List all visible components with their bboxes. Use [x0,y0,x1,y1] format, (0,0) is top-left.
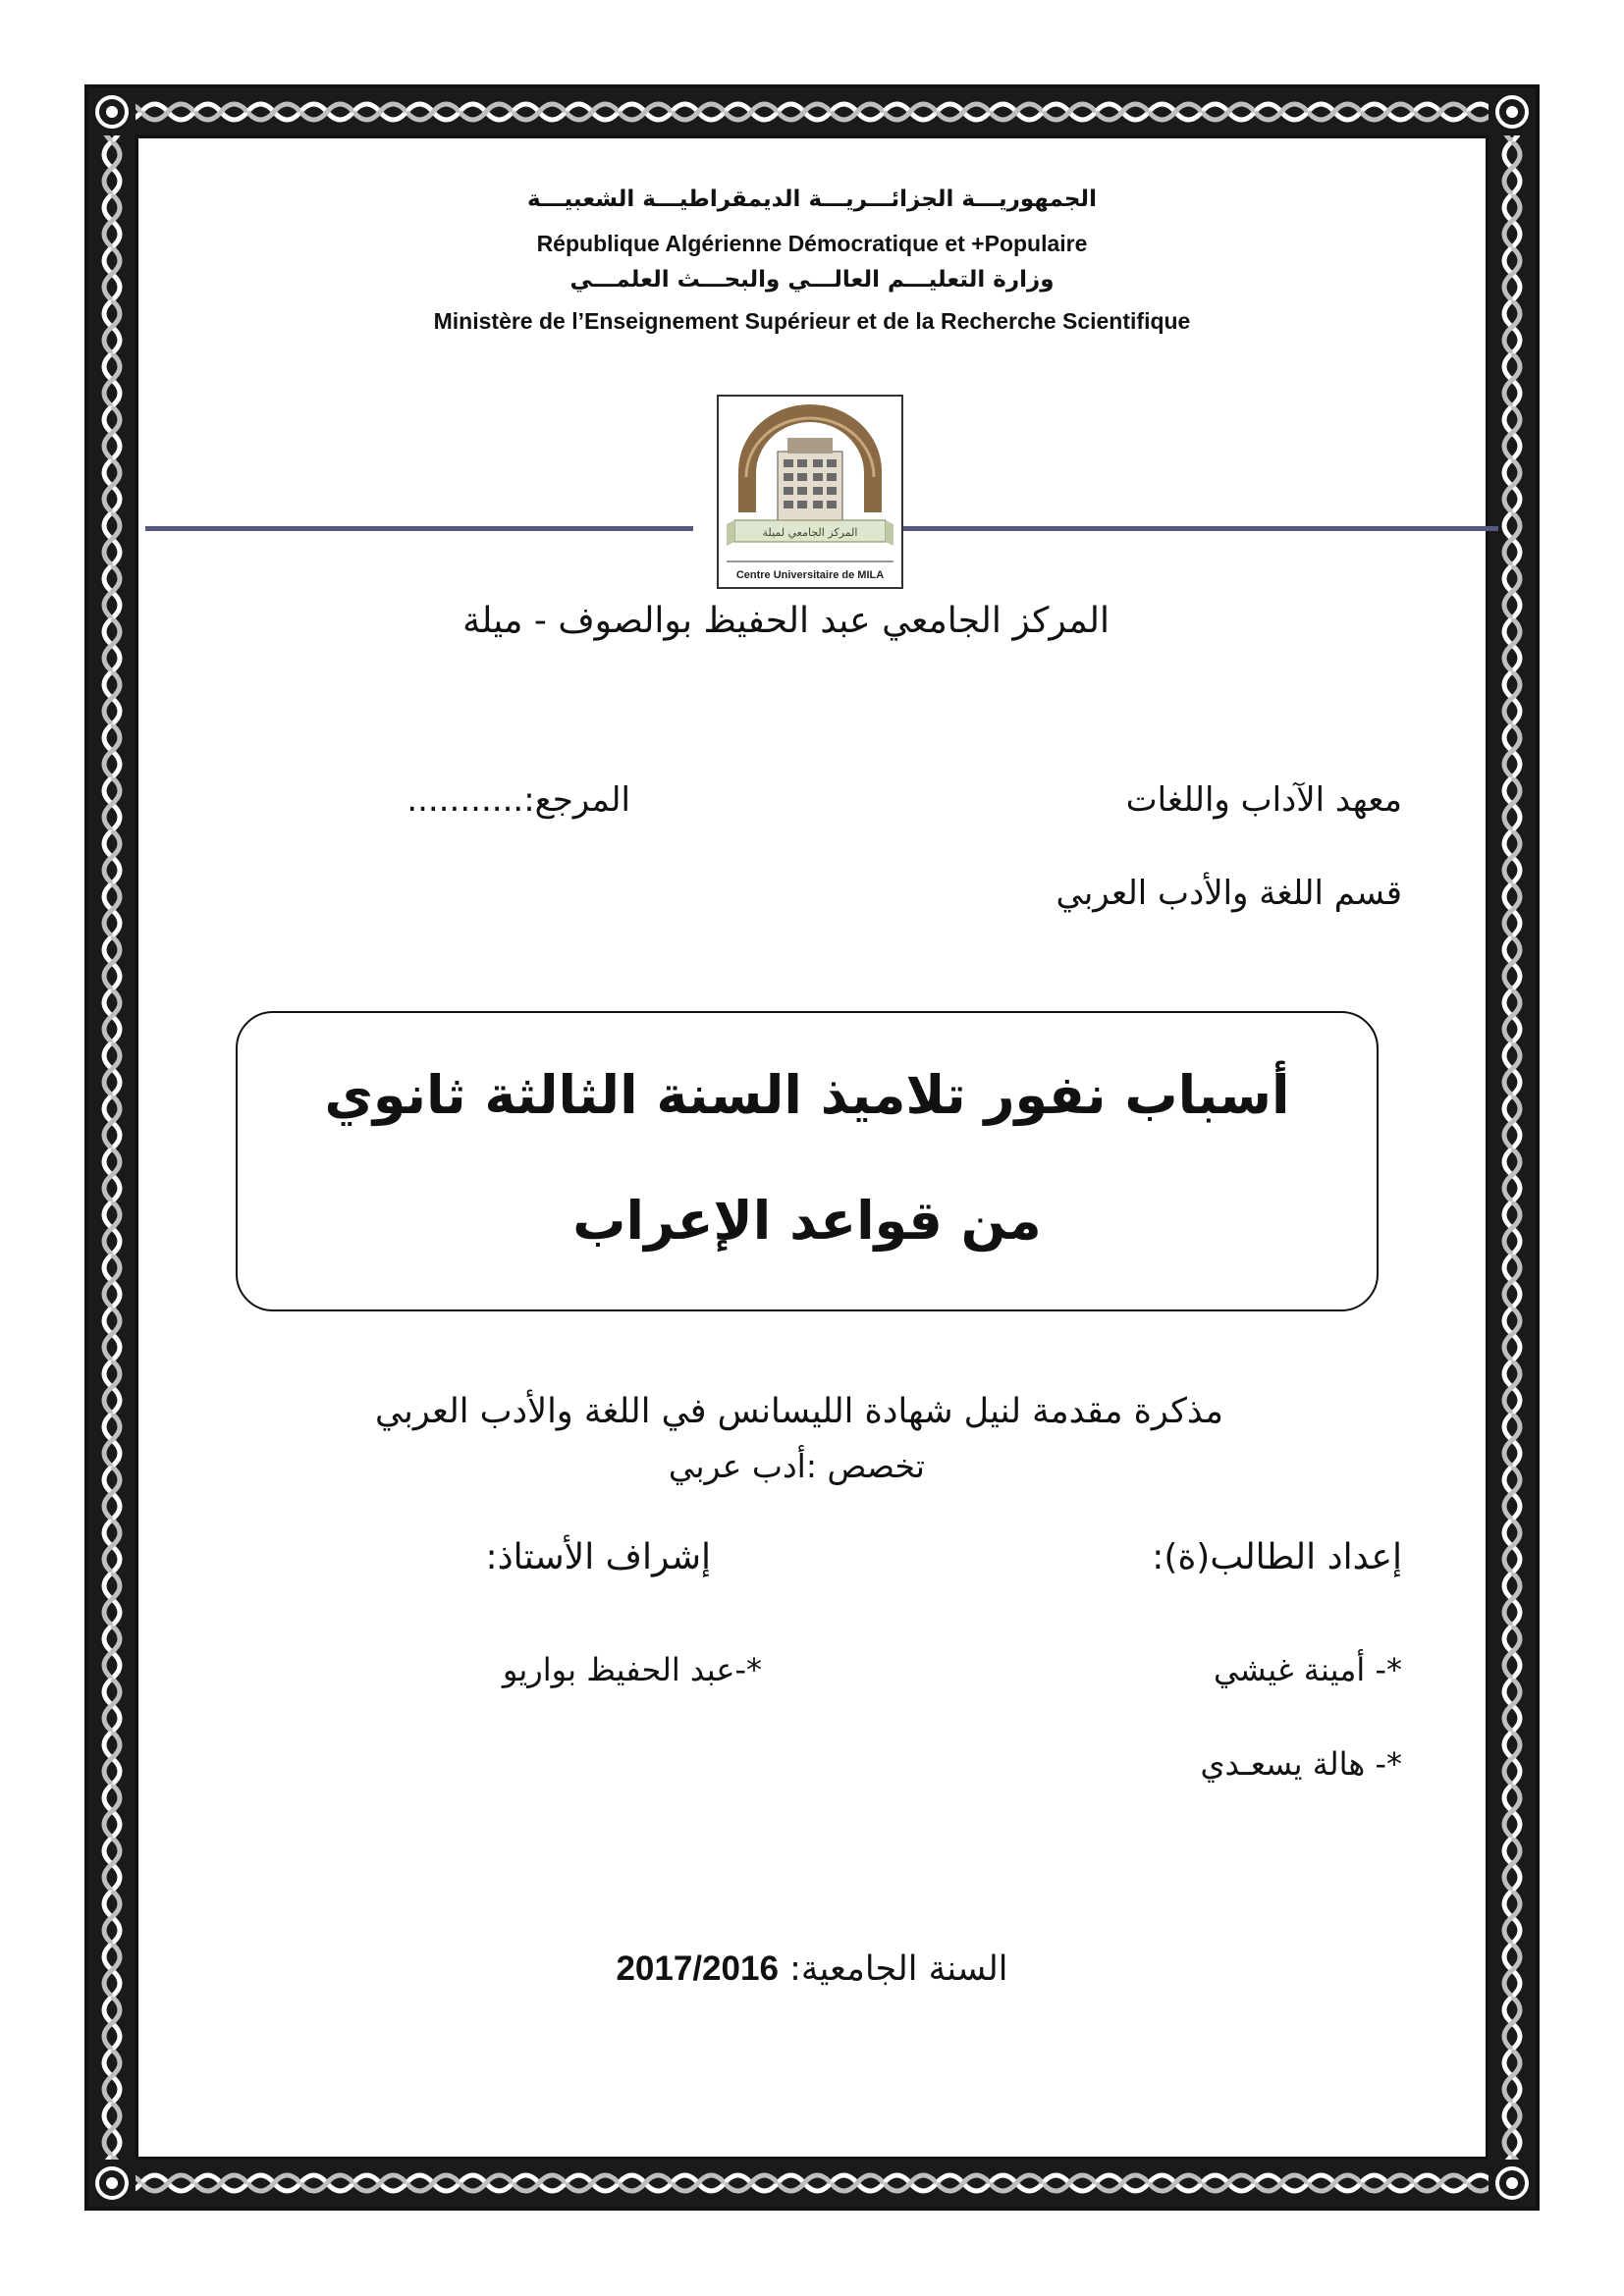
department-name: قسم اللغة والأدب العربي [1056,874,1402,913]
academic-year-label: السنة الجامعية: [789,1949,1008,1989]
specialty: تخصص :أدب عربي [668,1447,925,1485]
border-corner-top-left [88,88,135,135]
thesis-title-box [236,1011,1379,1311]
university-name: المركز الجامعي عبد الحفيظ بوالصوف - ميلة [462,601,1110,641]
header-rule-right [901,526,1498,531]
header-ministry-ar: وزارة التعليـــم العالـــي والبحـــث العلمـــي [569,267,1055,293]
university-logo [717,395,903,589]
institute-name: معهد الآداب واللغات [1125,780,1402,820]
reference-label: المرجع:........... [406,780,630,820]
header-country-ar: الجمهوريـــة الجزائـــريـــة الديمقراطيـــة الشعبيـــة [527,187,1097,212]
header-ministry-fr: Ministère de l’Enseignement Supérieur et de la Recherche Scientifique [433,308,1191,334]
border-band-left [88,88,135,2207]
academic-year [0,1949,1624,1989]
logo-caption: Centre Universitaire de MILA [735,569,885,581]
memo-description: مذكرة مقدمة لنيل شهادة الليسانس في اللغة والأدب العربي [374,1392,1223,1431]
logo-banner-text: المركز الجامعي لميلة [762,526,858,539]
border-band-right [1489,88,1536,2207]
student-name-2: *- هالة يسعـدي [1200,1745,1402,1783]
students-label: إعداد الطالب(ة): [1152,1537,1402,1577]
thesis-title-line-2: من قواعد الإعراب [572,1190,1042,1252]
border-band-bottom [88,2160,1536,2207]
border-corner-top-right [1489,88,1536,135]
supervisor-label: إشراف الأستاذ: [485,1537,711,1577]
student-name-1: *- أمينة غيشي [1214,1651,1402,1688]
border-corner-bottom-left [88,2160,135,2207]
thesis-title-line-1: أسباب نفور تلاميذ السنة الثالثة ثانوي [324,1064,1290,1126]
supervisor-name: *-عبد الحفيظ بواريو [502,1651,762,1688]
border-corner-bottom-right [1489,2160,1536,2207]
border-band-top [88,88,1536,135]
header-rule-left [145,526,693,531]
header-country-fr: République Algérienne Démocratique et +Populaire [536,231,1088,256]
academic-year-value: 2017/2016 [616,1949,779,1988]
